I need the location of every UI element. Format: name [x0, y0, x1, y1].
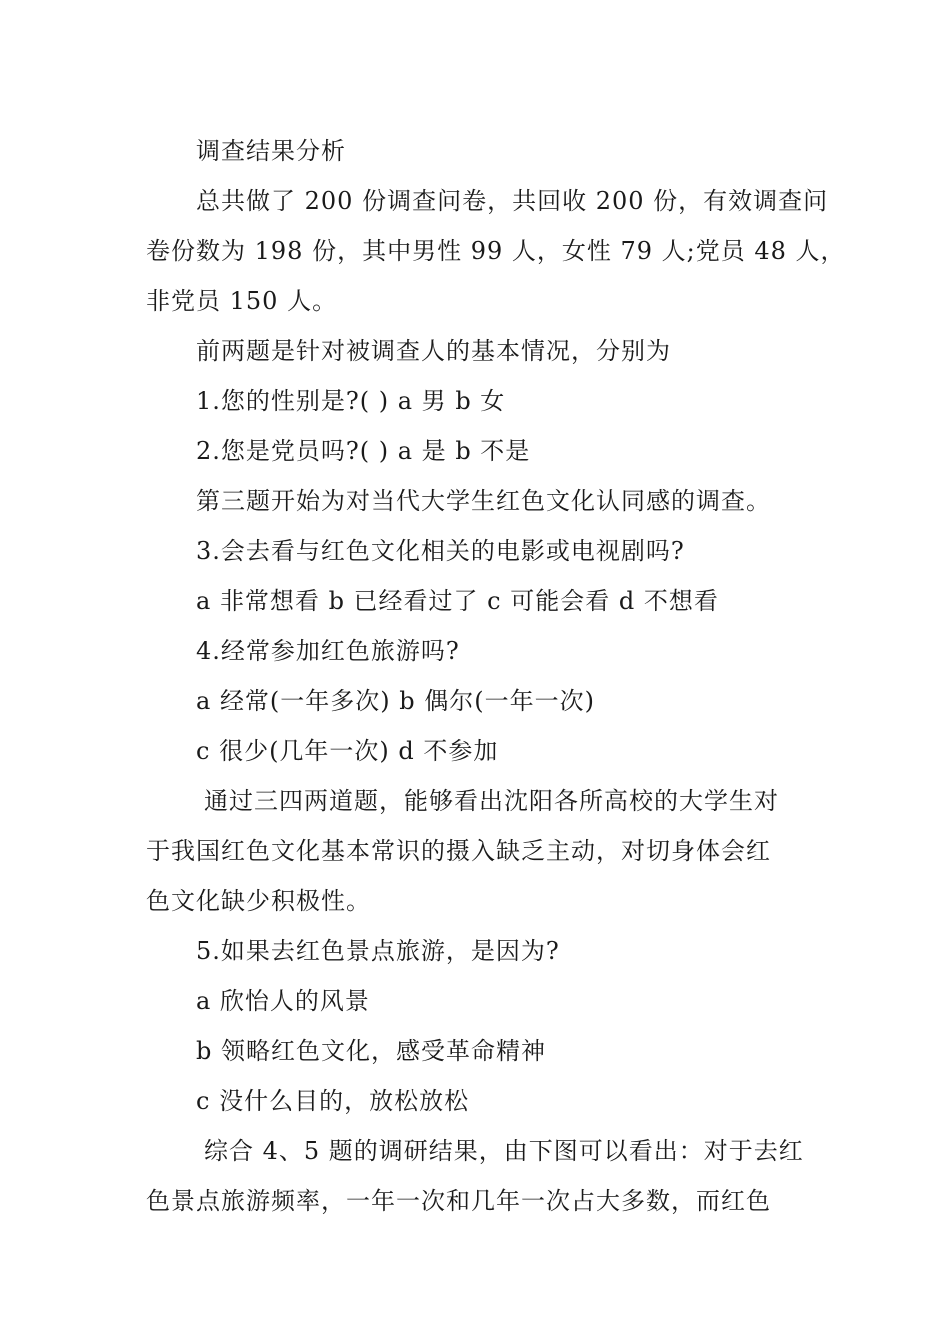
- paragraph-line: 色文化缺少积极性。: [146, 887, 371, 915]
- option-line: a 欣怡人的风景: [196, 987, 370, 1015]
- paragraph-line: 第三题开始为对当代大学生红色文化认同感的调查。: [196, 487, 771, 515]
- option-line: b 领略红色文化，感受革命精神: [196, 1037, 546, 1065]
- section-heading: 调查结果分析: [196, 137, 346, 165]
- options-line: a 非常想看 b 已经看过了 c 可能会看 d 不想看: [196, 587, 719, 615]
- options-line: c 很少(几年一次) d 不参加: [196, 737, 499, 765]
- paragraph-line: 综合 4、5 题的调研结果，由下图可以看出：对于去红: [204, 1137, 804, 1165]
- question-line: 1.您的性别是?( ) a 男 b 女: [196, 387, 506, 415]
- paragraph-line: 前两题是针对被调查人的基本情况，分别为: [196, 337, 671, 365]
- question-line: 3.会去看与红色文化相关的电影或电视剧吗?: [196, 537, 685, 565]
- question-line: 4.经常参加红色旅游吗?: [196, 637, 460, 665]
- question-line: 2.您是党员吗?( ) a 是 b 不是: [196, 437, 531, 465]
- paragraph-line: 卷份数为 198 份，其中男性 99 人，女性 79 人;党员 48 人，: [146, 237, 846, 265]
- options-line: a 经常(一年多次) b 偶尔(一年一次): [196, 687, 596, 715]
- paragraph-line: 色景点旅游频率，一年一次和几年一次占大多数，而红色: [146, 1187, 771, 1215]
- option-line: c 没什么目的，放松放松: [196, 1087, 470, 1115]
- paragraph-line: 于我国红色文化基本常识的摄入缺乏主动，对切身体会红: [146, 837, 771, 865]
- paragraph-line: 总共做了 200 份调查问卷，共回收 200 份，有效调查问: [196, 187, 829, 215]
- paragraph-line: 通过三四两道题，能够看出沈阳各所高校的大学生对: [204, 787, 779, 815]
- paragraph-line: 非党员 150 人。: [146, 287, 338, 315]
- question-line: 5.如果去红色景点旅游，是因为?: [196, 937, 560, 965]
